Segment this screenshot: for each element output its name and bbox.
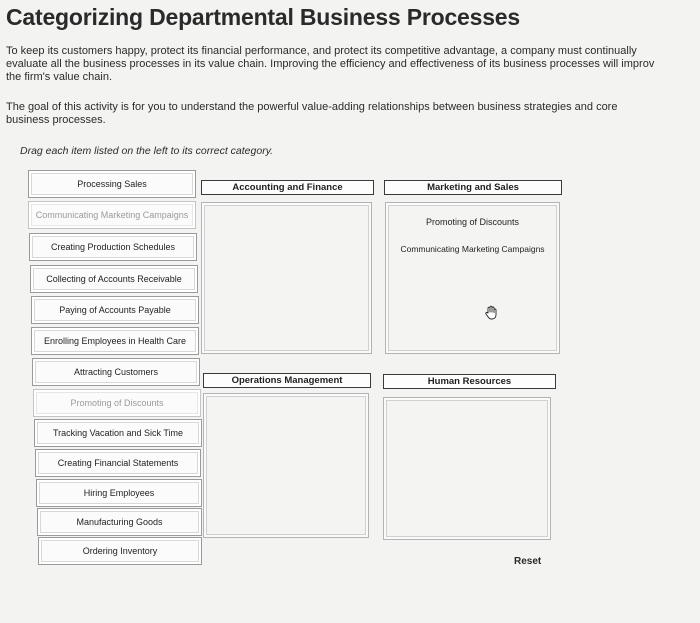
drag-item-manufacturing-goods[interactable]: Manufacturing Goods	[37, 508, 202, 536]
hand-pointer-icon	[483, 305, 499, 321]
drag-item-collecting-accounts-receivable[interactable]: Collecting of Accounts Receivable	[30, 265, 198, 293]
reset-button[interactable]: Reset	[514, 556, 542, 567]
drag-item-communicating-marketing-campaigns[interactable]: Communicating Marketing Campaigns	[28, 201, 196, 229]
goal-line-2: business processes.	[6, 114, 106, 126]
placed-item-communicating-marketing-campaigns[interactable]: Communicating Marketing Campaigns	[400, 244, 545, 254]
intro-line-3: the firm's value chain.	[6, 71, 113, 83]
drag-item-hiring-employees[interactable]: Hiring Employees	[36, 479, 202, 507]
instruction-text: Drag each item listed on the left to its correct category.	[20, 145, 274, 157]
drop-zone-human-resources[interactable]	[383, 397, 551, 540]
drag-item-enrolling-employees-health-care[interactable]: Enrolling Employees in Health Care	[31, 327, 199, 355]
drag-item-attracting-customers[interactable]: Attracting Customers	[32, 358, 200, 386]
goal-line-1: The goal of this activity is for you to understand the powerful value-adding relationships between business strategies and core	[6, 101, 618, 113]
drag-item-paying-accounts-payable[interactable]: Paying of Accounts Payable	[31, 296, 199, 324]
drop-zone-accounting[interactable]	[201, 202, 372, 354]
drag-item-tracking-vacation-sick-time[interactable]: Tracking Vacation and Sick Time	[34, 419, 202, 447]
drag-item-creating-production-schedules[interactable]: Creating Production Schedules	[29, 233, 197, 261]
intro-line-1: To keep its customers happy, protect its financial performance, and protect its competitive advantage, a company must continually	[6, 45, 637, 57]
page-title: Categorizing Departmental Business Processes	[6, 4, 520, 30]
category-header-marketing: Marketing and Sales	[384, 180, 562, 195]
drag-item-promoting-discounts[interactable]: Promoting of Discounts	[33, 389, 201, 417]
drag-item-ordering-inventory[interactable]: Ordering Inventory	[38, 537, 202, 565]
placed-item-promoting-discounts[interactable]: Promoting of Discounts	[425, 217, 520, 227]
intro-line-2: evaluate all the business processes in its value chain. Improving the efficiency and effectiveness of its business processes will improv	[6, 58, 655, 70]
drag-item-processing-sales[interactable]: Processing Sales	[28, 170, 196, 198]
category-header-operations: Operations Management	[203, 373, 371, 388]
drag-item-creating-financial-statements[interactable]: Creating Financial Statements	[35, 449, 201, 477]
category-header-human-resources: Human Resources	[383, 374, 556, 389]
drop-zone-operations[interactable]	[203, 393, 369, 538]
category-header-accounting: Accounting and Finance	[201, 180, 374, 195]
